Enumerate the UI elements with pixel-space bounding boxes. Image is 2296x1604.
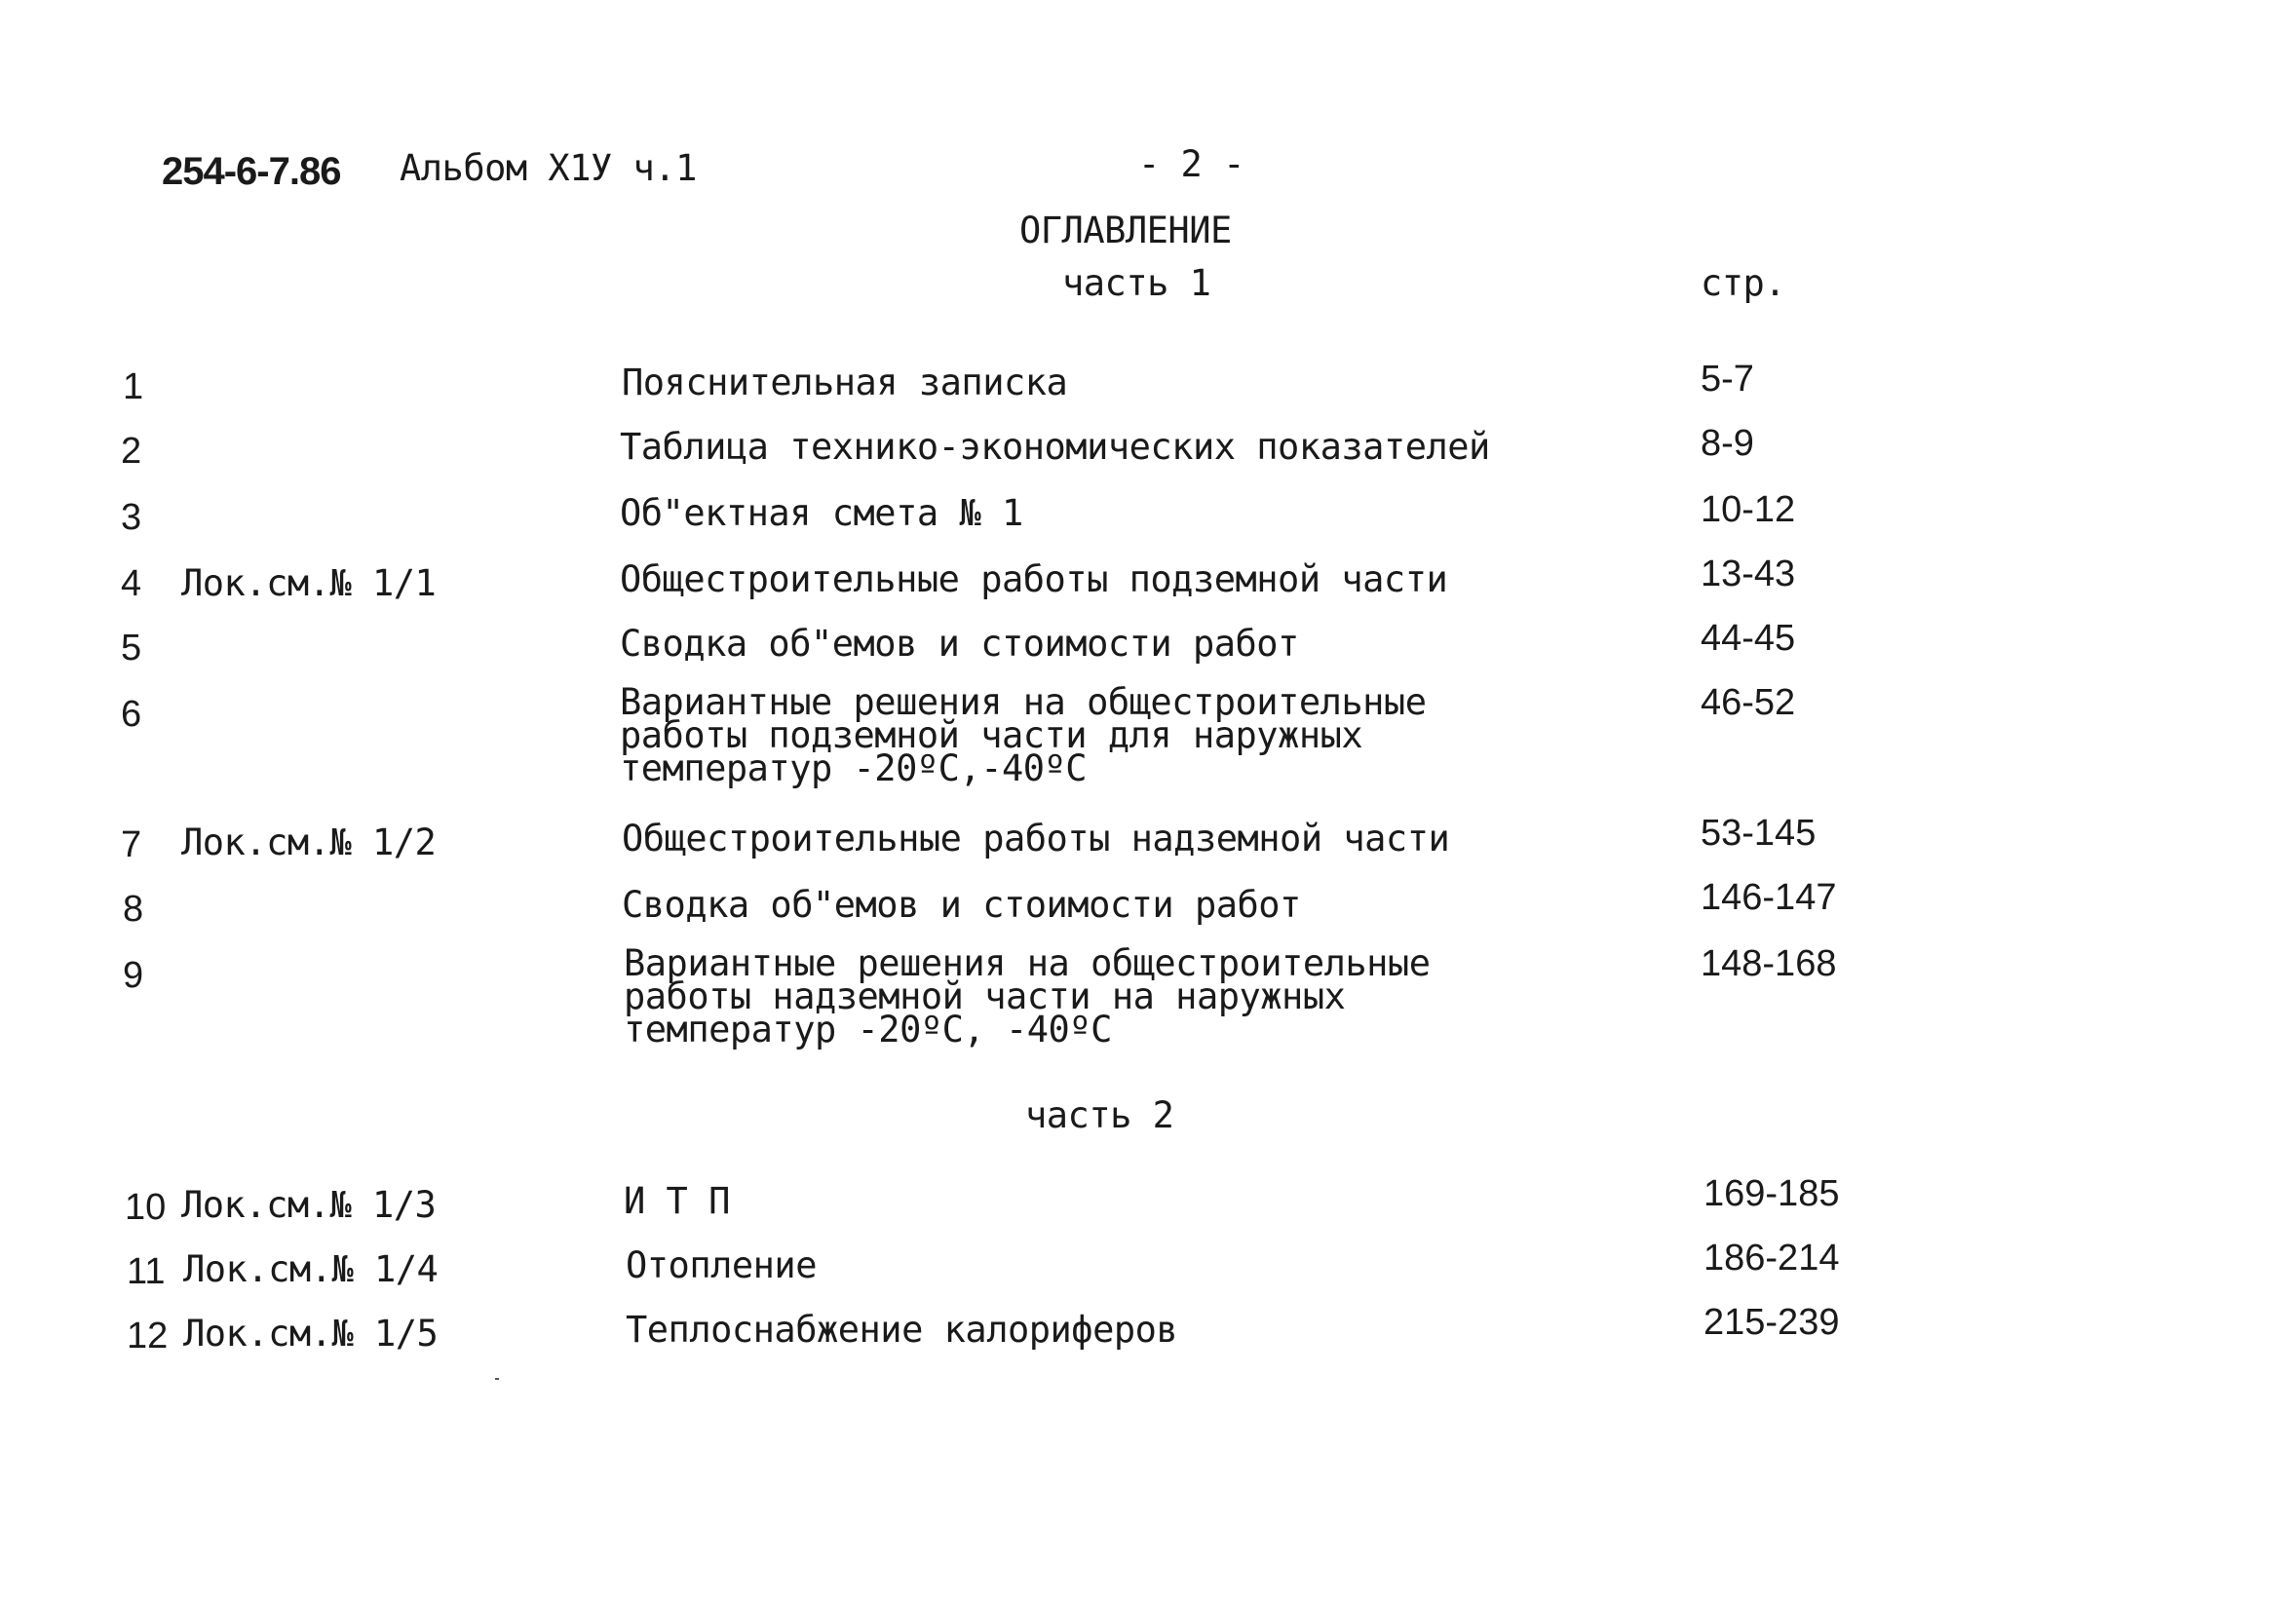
row-title: Пояснительная записка — [622, 362, 1068, 403]
row-number: 7 — [121, 824, 142, 865]
row-number: 6 — [121, 694, 142, 735]
row-number: 10 — [125, 1187, 167, 1228]
row-number: 3 — [121, 497, 142, 538]
row-pages: 148-168 — [1701, 943, 1837, 984]
row-pages: 44-45 — [1701, 618, 1796, 659]
page-number: - 2 - — [1138, 143, 1244, 185]
row-number: 11 — [127, 1251, 166, 1292]
row-number: 9 — [123, 955, 144, 996]
row-title: Отопление — [626, 1244, 817, 1286]
row-estimate-ref: Лок.см.№ 1/3 — [181, 1184, 437, 1226]
row-title: Общестроительные работы надземной части — [622, 818, 1450, 859]
row-estimate-ref: Лок.см.№ 1/4 — [183, 1248, 439, 1290]
row-title: Сводка об"емов и стоимости работ — [622, 884, 1301, 926]
row-pages: 186-214 — [1703, 1238, 1840, 1279]
row-pages: 53-145 — [1701, 813, 1817, 854]
row-number: 1 — [123, 366, 144, 407]
row-pages: 13-43 — [1701, 554, 1796, 594]
row-number: 12 — [127, 1316, 169, 1356]
row-estimate-ref: Лок.см.№ 1/2 — [181, 821, 437, 863]
row-title: Теплоснабжение калориферов — [626, 1309, 1178, 1351]
row-pages: 46-52 — [1701, 682, 1796, 723]
row-estimate-ref: Лок.см.№ 1/5 — [183, 1313, 439, 1355]
row-pages: 215-239 — [1703, 1302, 1840, 1343]
row-title: И Т П — [624, 1180, 730, 1222]
document-code: 254-6-7.86 — [162, 150, 341, 193]
row-pages: 8-9 — [1701, 423, 1754, 464]
row-number: 8 — [123, 889, 144, 930]
row-title: Таблица технико-экономических показателей — [620, 426, 1490, 468]
row-number: 4 — [121, 563, 142, 604]
toc-title: ОГЛАВЛЕНИЕ — [1019, 210, 1232, 251]
scan-speck — [495, 1378, 499, 1380]
album-label: Альбом X1У ч.1 — [400, 147, 697, 189]
row-pages: 146-147 — [1701, 877, 1837, 918]
row-number: 2 — [121, 431, 142, 472]
pages-column-label: стр. — [1701, 262, 1786, 304]
row-estimate-ref: Лок.см.№ 1/1 — [181, 562, 437, 604]
row-number: 5 — [121, 628, 142, 668]
row-title: Сводка об"емов и стоимости работ — [620, 623, 1299, 665]
row-title: Вариантные решения на общестроительные работы надземной части на наружных температур -20ºС, -40ºС — [624, 942, 1431, 1050]
part-2-heading: часть 2 — [1025, 1094, 1174, 1136]
row-title: Об"ектная смета № 1 — [620, 492, 1023, 534]
row-title: Общестроительные работы подземной части — [620, 558, 1448, 600]
row-pages: 10-12 — [1701, 489, 1796, 530]
row-pages: 5-7 — [1701, 359, 1754, 400]
row-pages: 169-185 — [1703, 1173, 1840, 1214]
part-1-heading: часть 1 — [1062, 262, 1211, 304]
row-title: Вариантные решения на общестроительные работы подземной части для наружных температур -20ºС,-40ºС — [620, 681, 1427, 789]
